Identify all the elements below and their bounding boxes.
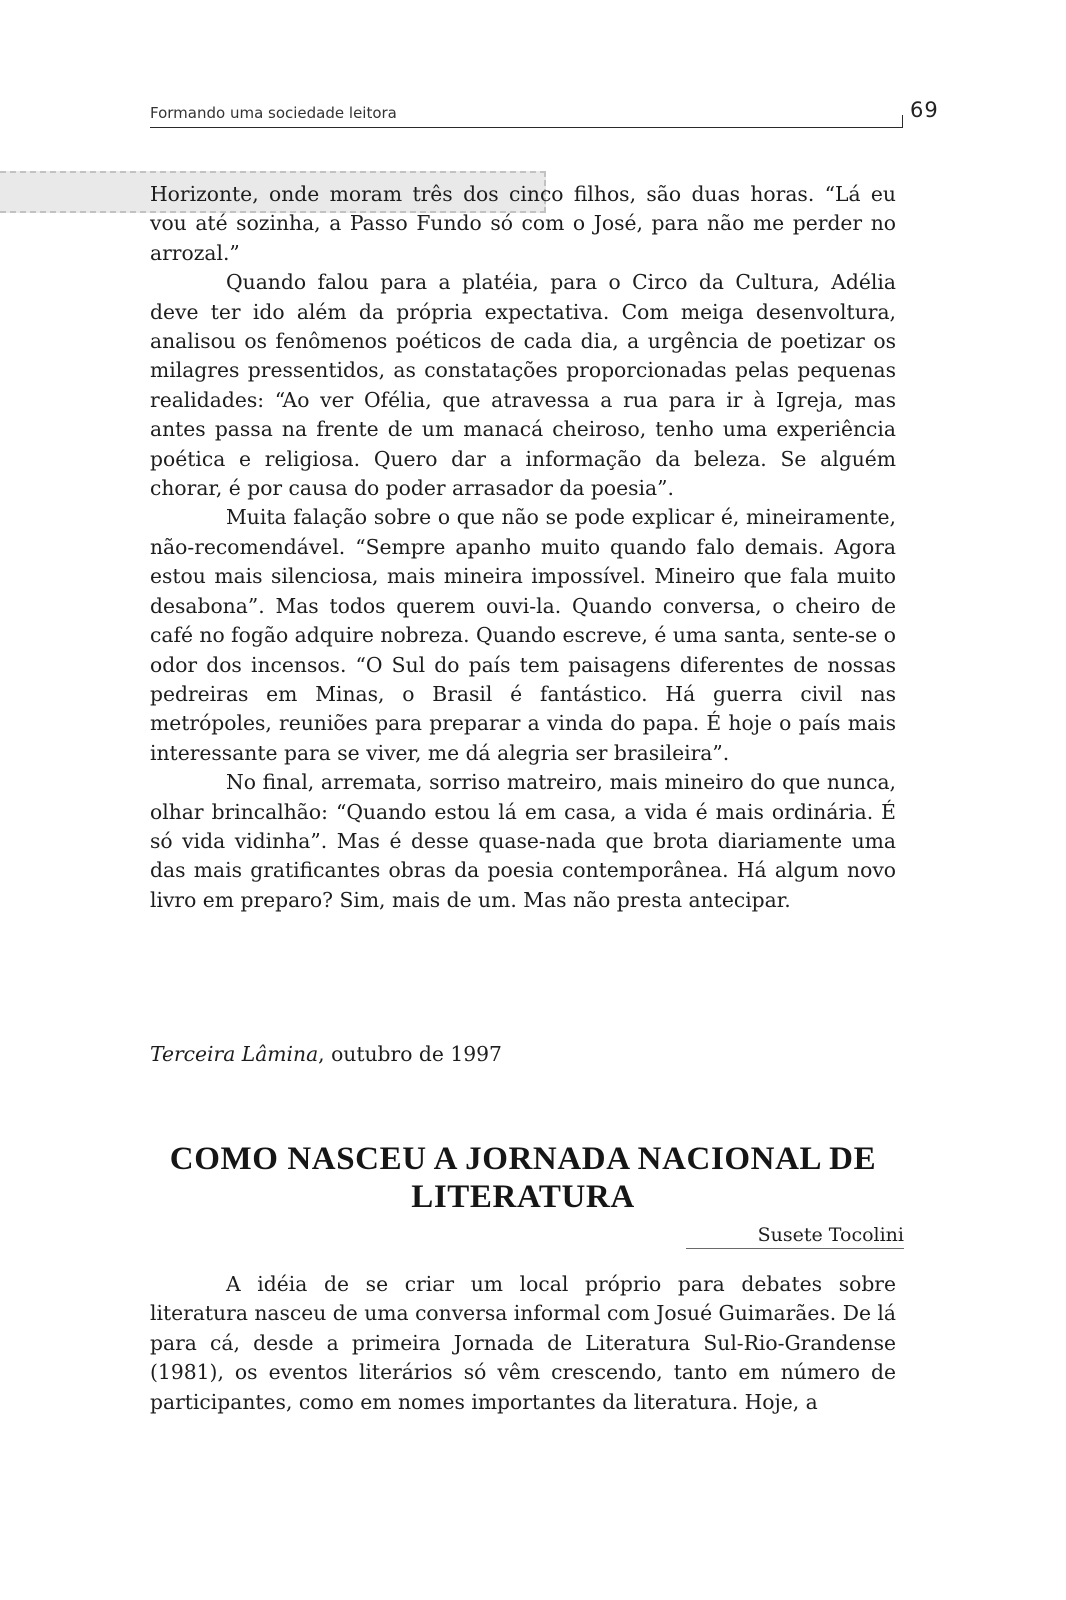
paragraph: Horizonte, onde moram três dos cinco filhos, são duas horas. “Lá eu vou até sozinha, a Passo Fundo só com o José, para não me perder no arrozal.” — [150, 182, 896, 265]
page-number: 69 — [910, 98, 939, 122]
article-one-body — [150, 180, 896, 915]
paragraph: A idéia de se criar um local próprio para debates sobre literatura nasceu de uma conversa informal com Josué Guimarães. De lá para cá, desde a primeira Jornada de Literatura Sul-Rio-Grandense (1981), os eventos literários só vêm crescendo, tanto em número de participantes, como em nomes importantes da literatura. Hoje, a — [150, 1272, 896, 1414]
author-byline: Susete Tocolini — [686, 1222, 904, 1249]
paragraph: No final, arremata, sorriso matreiro, mais mineiro do que nunca, olhar brincalhão: “Quando estou lá em casa, a vida é mais ordinária. É só vida vidinha”. Mas é desse quase-nada que brota diariamente uma das mais gratificantes obras da poesia contemporânea. Há algum novo livro em preparo? Sim, mais de um. Mas não presta antecipar. — [150, 770, 896, 912]
header-rule-tick — [902, 115, 904, 128]
publication-date: , outubro de 1997 — [318, 1042, 502, 1066]
article-title: COMO NASCEU A JORNADA NACIONAL DE LITERATURA — [169, 1141, 877, 1215]
source-citation — [150, 1040, 502, 1069]
article-two-body — [150, 1270, 896, 1417]
running-title: Formando uma sociedade leitora — [150, 104, 397, 122]
paragraph: Quando falou para a platéia, para o Circo da Cultura, Adélia deve ter ido além da própria expectativa. Com meiga desenvoltura, analisou os fenômenos poéticos de cada dia, a urgência de poetizar os milagres pressentidos, as constatações proporcionadas pelas pequenas realidades: “Ao ver Ofélia, que atravessa a rua para ir à Igreja, mas antes passa na frente de um manacá cheiroso, tenho uma experiência poética e religiosa. Quero dar a informação da beleza. Se alguém chorar, é por causa do poder arrasador da poesia”. — [150, 270, 896, 501]
running-header — [150, 103, 902, 128]
paragraph: Muita falação sobre o que não se pode explicar é, mineiramente, não-recomendável. “Sempre apanho muito quando falo demais. Agora estou mais silenciosa, mais mineira impossível. Mineiro que fala muito desabona”. Mas todos querem ouvi-la. Quando conversa, o cheiro de café no fogão adquire nobreza. Quando escreve, é uma santa, sente-se o odor dos incensos. “O Sul do país tem paisagens diferentes de nossas pedreiras em Minas, o Brasil é fantástico. Há guerra civil nas metrópoles, reuniões para preparar a vinda do papa. É hoje o país mais interessante para se viver, me dá alegria ser brasileira”. — [150, 505, 896, 765]
publication-name: Terceira Lâmina — [150, 1042, 319, 1066]
